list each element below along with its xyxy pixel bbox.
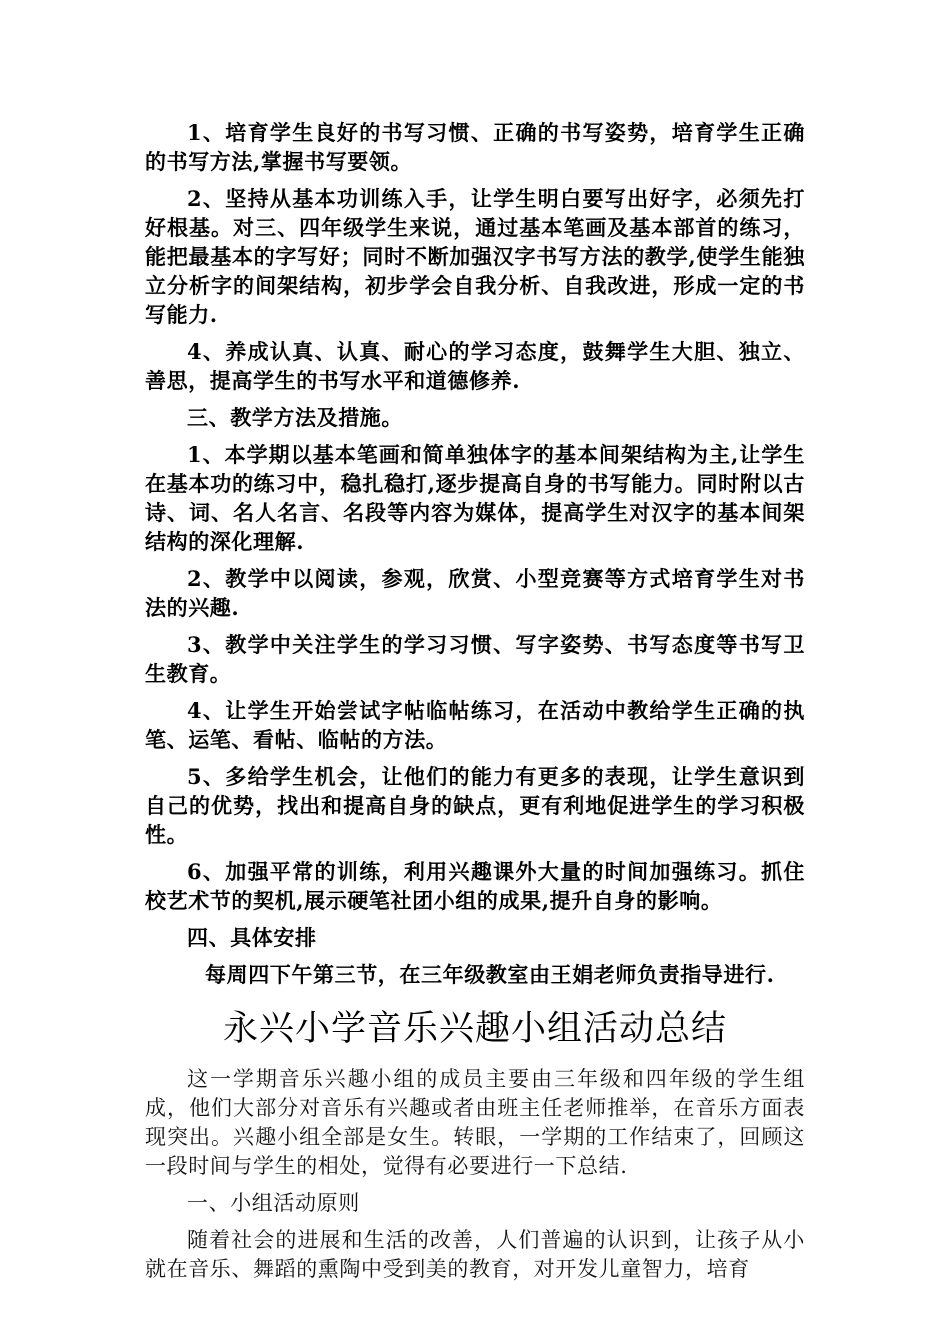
paragraph-method-1: 1、本学期以基本笔画和简单独体字的基本间架结构为主,让学生在基本功的练习中，稳扎稳打,逐步提高自身的书写能力。同时附以古诗、词、名人名言、名段等内容为媒体，提高学生对汉字的基本间架结构的深化理解. <box>145 442 805 554</box>
heading-principles: 一、小组活动原则 <box>187 1191 360 1215</box>
paragraph-method-4: 4、让学生开始尝试字帖临帖练习，在活动中教给学生正确的执笔、运笔、看帖、临帖的方法。 <box>145 698 805 752</box>
paragraph-summary-intro: 这一学期音乐兴趣小组的成员主要由三年级和四年级的学生组成，他们大部分对音乐有兴趣或者由班主任老师推举，在音乐方面表现突出。兴趣小组全部是女生。转眼，一学期的工作结束了，回顾这一段时间与学生的相处，觉得有必要进行一下总结. <box>145 1067 805 1178</box>
heading-schedule: 四、具体安排 <box>187 925 317 950</box>
paragraph-goal-4: 4、养成认真、认真、耐心的学习态度，鼓舞学生大胆、独立、善思，提高学生的书写水平和道德修养. <box>145 339 805 393</box>
paragraph-goal-1: 1、培育学生良好的书写习惯、正确的书写姿势，培育学生正确的书写方法,掌握书写要领。 <box>145 120 805 174</box>
document-page <box>145 118 805 1292</box>
paragraph-method-2: 2、教学中以阅读，参观，欣赏、小型竞赛等方式培育学生对书法的兴趣. <box>145 566 805 620</box>
paragraph-goal-2: 2、坚持从基本功训练入手，让学生明白要写出好字，必须先打好根基。对三、四年级学生来说，通过基本笔画及基本部首的练习，能把最基本的字写好；同时不断加强汉字书写方法的教学,使学生能独立分析字的间架结构，初步学会自我分析、自我改进，形成一定的书写能力. <box>145 186 805 327</box>
document-title: 永兴小学音乐兴趣小组活动总结 <box>222 1009 727 1049</box>
paragraph-method-3: 3、教学中关注学生的学习习惯、写字姿势、书写态度等书写卫生教育。 <box>145 632 805 686</box>
paragraph-principles: 随着社会的进展和生活的改善，人们普遍的认识到，让孩子从小就在音乐、舞蹈的熏陶中受到美的教育，对开发儿童智力，培育 <box>145 1228 805 1281</box>
paragraph-method-6: 6、加强平常的训练，利用兴趣课外大量的时间加强练习。抓住校艺术节的契机,展示硬笔社团小组的成果,提升自身的影响。 <box>145 859 805 913</box>
paragraph-schedule: 每周四下午第三节，在三年级教室由王娟老师负责指导进行. <box>205 962 775 987</box>
paragraph-method-5: 5、多给学生机会，让他们的能力有更多的表现，让学生意识到自己的优势，找出和提高自身的缺点，更有利地促进学生的学习积极性。 <box>145 764 805 847</box>
heading-methods: 三、教学方法及措施。 <box>187 405 403 430</box>
